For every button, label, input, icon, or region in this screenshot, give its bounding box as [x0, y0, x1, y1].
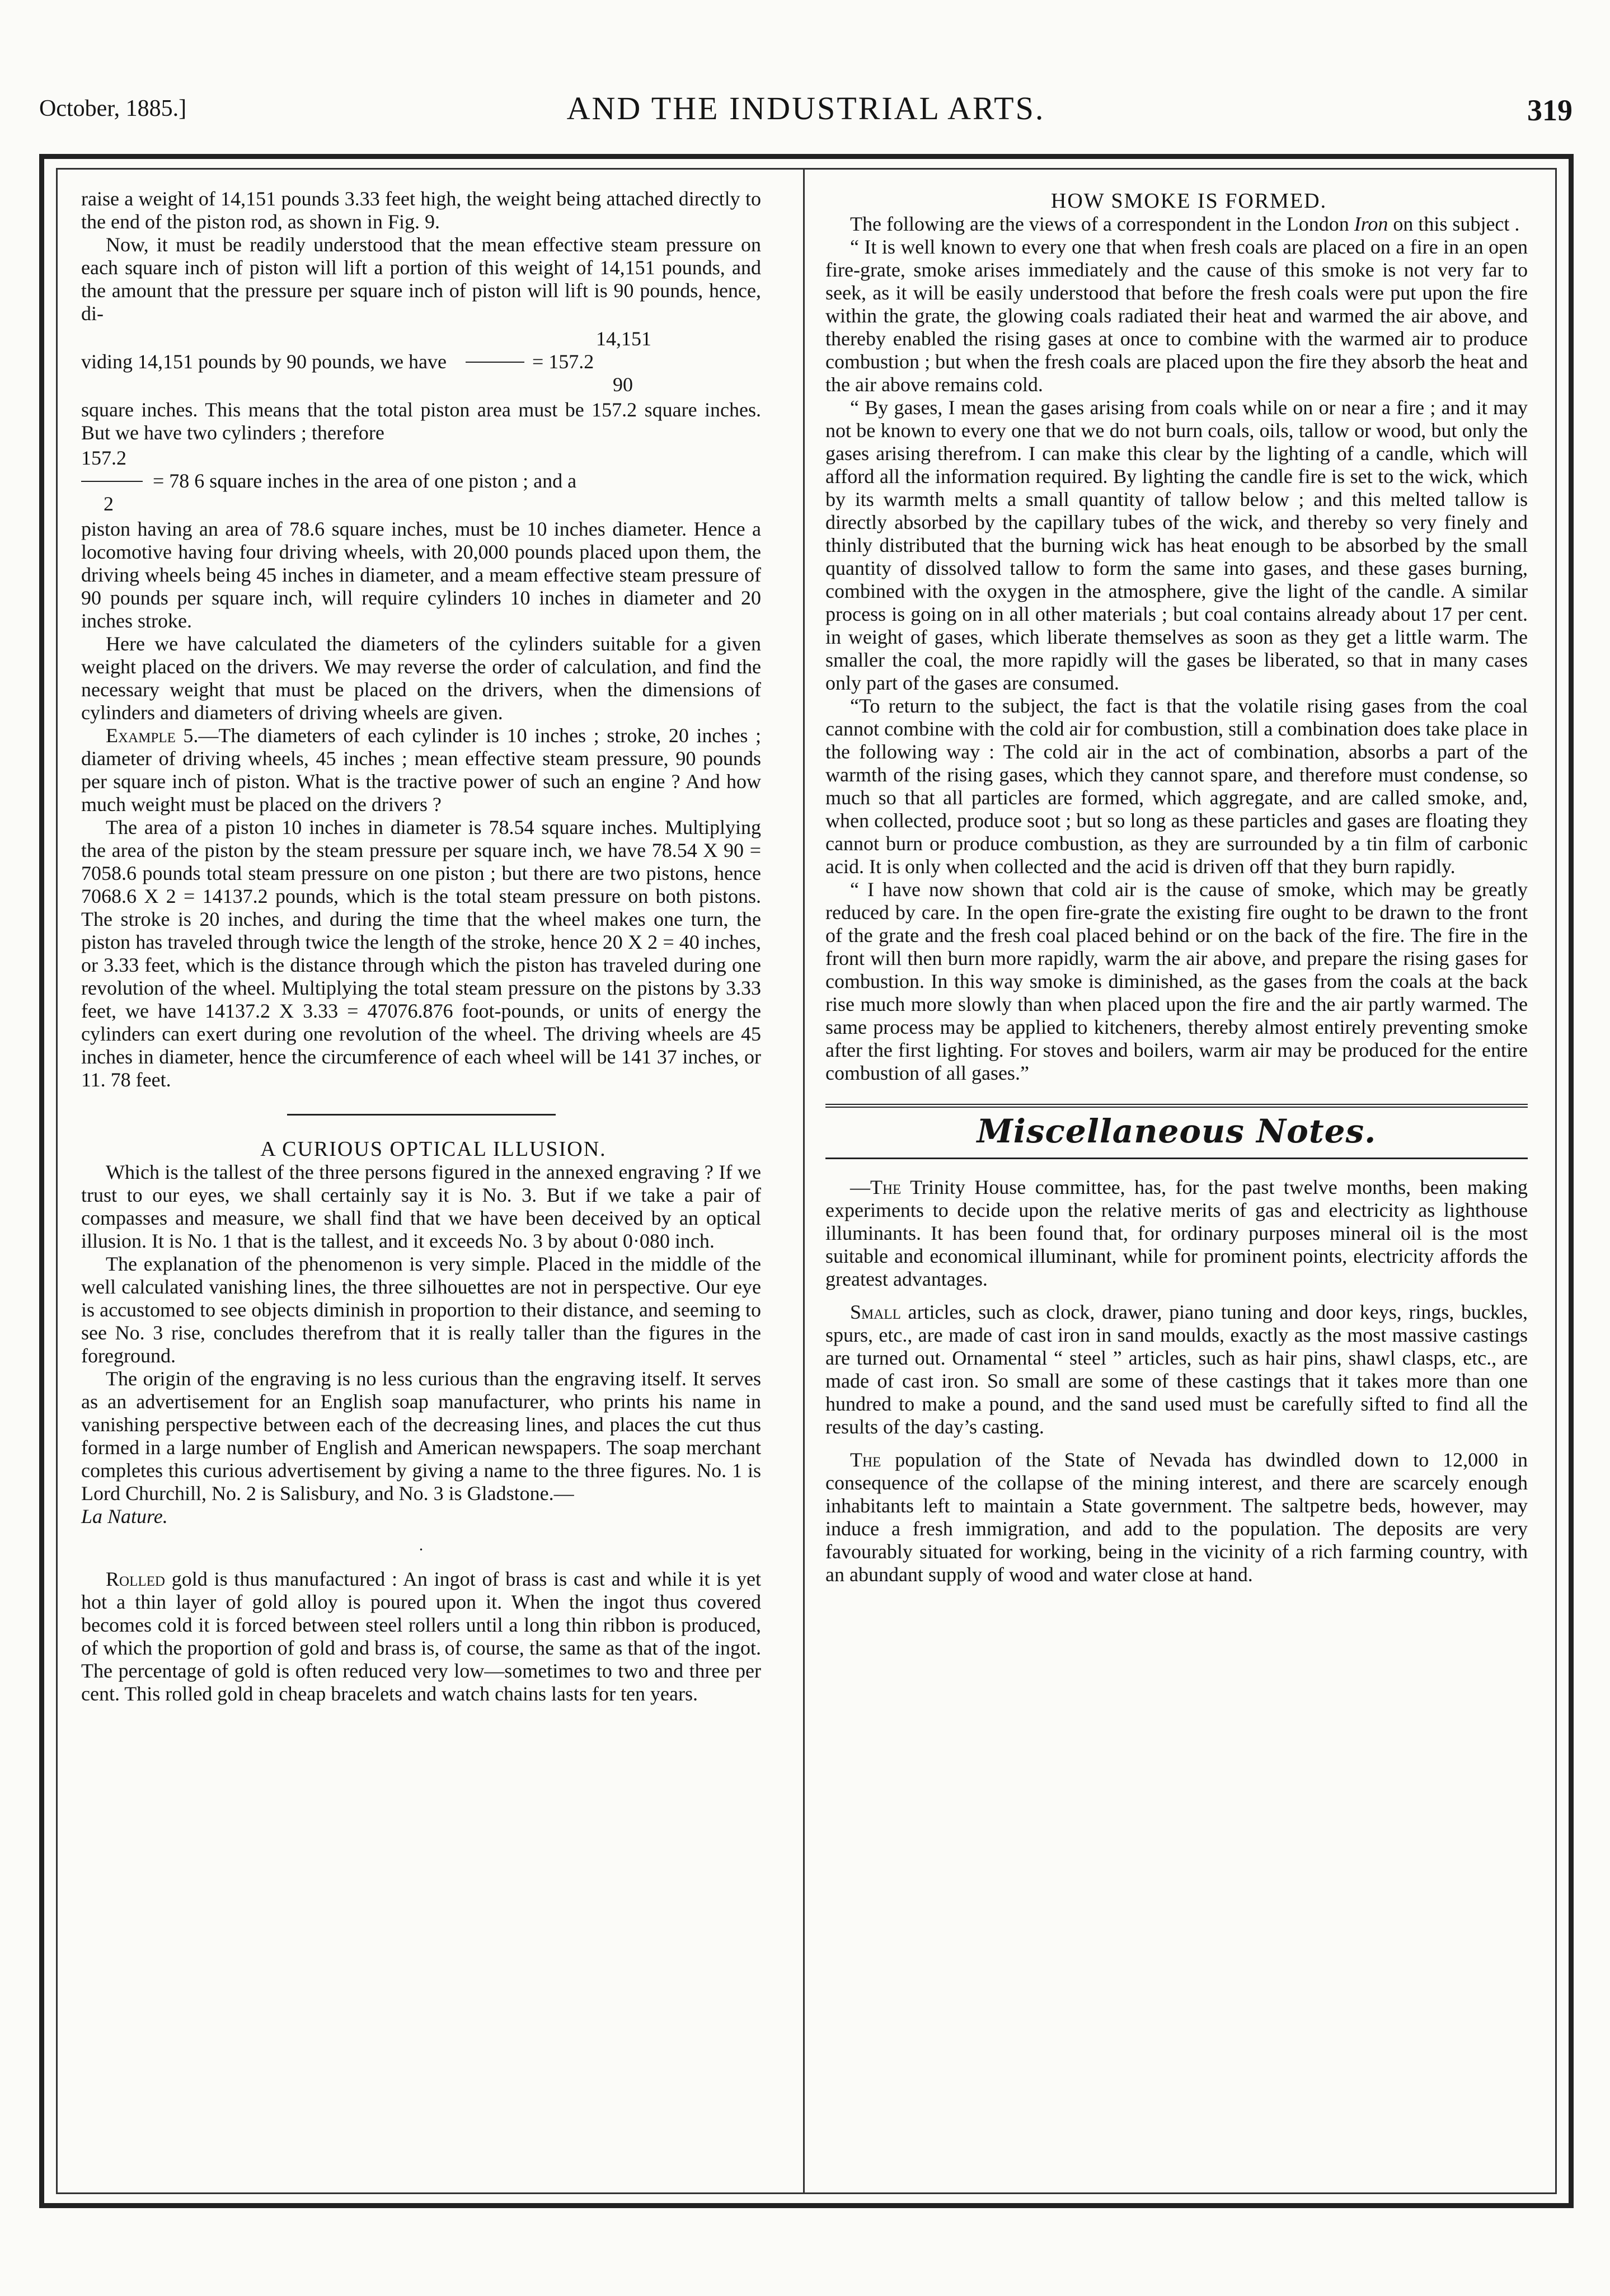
paragraph-text: articles, such as clock, drawer, piano tuning and door keys, rings, buckles, spurs, etc., are made of cast iron in sand moulds, exactly as the most massive castings are turned out. Ornamental “ steel ” articles, such as hair pins, shawl clasps, etc., are made of cast iron. So small are some of these castings that it takes more than one hundred to make a pound, and the sand used must be carefully sifted to find all the results of the day’s casting.: [825, 1301, 1528, 1438]
paragraph-text: population of the State of Nevada has dwindled down to 12,000 in consequence of the collapse of the mining interest, and there are scarcely enough inhabitants left to maintain a State government. The saltpetre beds, however, may induce a fresh immigration, and add to the population. The deposits are very favourably situated for working, being in the vicinity of a rich farming country, with an abundant supply of wood and water close at hand.: [825, 1449, 1528, 1586]
paragraph: square inches. This means that the total piston area must be 157.2 square inches. But we have two cylinders ; therefore: [81, 399, 761, 444]
section-banner: [825, 1104, 1528, 1159]
paragraph: The area of a piston 10 inches in diameter is 78.54 square inches. Multiplying the area of the piston by the steam pressure per square inch, we have 78.54 X 90 = 7058.6 pounds total steam pressure on one piston ; but there are two pistons, hence 7068.6 X 2 = 14137.2 pounds, which is the total steam pressure on both pistons. The stroke is 20 inches, and during the time that the wheel makes one turn, the piston has traveled through twice the length of the stroke, hence 20 X 2 = 40 inches, or 3.33 feet, which is the distance through which the piston has traveled during one revolution of the wheel. Multiplying the total steam pressure on the pistons by 3.33 feet, we have 14137.2 X 3.33 = 47076.876 foot-pounds, or units of energy the cylinders can exert during one revolution of the wheel. The driving wheels are 45 inches in diameter, hence the circumference of each wheel will be 141 37 inches, or 11. 78 feet.: [81, 816, 761, 1091]
fraction-bar: [81, 481, 143, 482]
run-in-lead: The: [850, 1449, 881, 1471]
source-name: Iron: [1354, 213, 1388, 235]
section-rule: [287, 1114, 556, 1116]
right-column: [825, 188, 1528, 1586]
paragraph: “ It is well known to every one that when fresh coals are placed on a fire in an open fire-grate, smoke arises immediately and the cause of this smoke is not very far to seek, as it will be easily understood that before the fresh coals were put upon the fire within the grate, the glowing coals radiated their heat and warmed the air above, and thereby enabled the rising gases at once to combine with the warmed air to produce combustion ; but when the fresh coals are placed upon the fire they absorb the heat and the air above remains cold.: [825, 236, 1528, 396]
paragraph: piston having an area of 78.6 square inches, must be 10 inches diameter. Hence a locomotive having four driving wheels, with 20,000 pounds placed upon them, the driving wheels being 45 inches in diameter, and a meam effective steam pressure of 90 pounds per square inch, will require cylinders 10 inches in diameter and 20 inches stroke.: [81, 518, 761, 632]
paragraph: Here we have calculated the diameters of the cylinders suitable for a given weight placed on the drivers. We may reverse the order of calculation, and find the necessary weight that must be placed on the drivers, when the dimensions of cylinders and diameters of driving wheels are given.: [81, 632, 761, 724]
separator-dot: ·: [418, 1540, 424, 1559]
equation-result: = 157.2: [532, 350, 594, 373]
fraction-bar: [466, 362, 524, 363]
run-in-lead: —The: [850, 1176, 902, 1198]
equation-numerator: 157.2: [81, 447, 126, 469]
issue-date: October, 1885.]: [39, 96, 187, 121]
page-number: 319: [1527, 93, 1573, 127]
equation-1: [81, 327, 761, 396]
equation-denominator: 90: [613, 373, 633, 396]
paragraph: The explanation of the phenomenon is very simple. Placed in the middle of the well calculated vanishing lines, the three silhouettes are not in perspective. Our eye is accustomed to see objects diminish in proportion to their distance, and seeming to see No. 3 rise, concludes therefrom that it is really taller than the figures in the foreground.: [81, 1253, 761, 1367]
paragraph-text: gold is thus manufactured : An ingot of brass is cast and while it is yet hot a thin layer of gold alloy is poured upon it. When the ingot thus covered becomes cold it is forced between steel rollers until a long thin ribbon is produced, of which the proportion of gold and brass is, of course, the same as that of the ingot. The percentage of gold is often reduced very low—sometimes to two and three per cent. This rolled gold in cheap bracelets and watch chains lasts for ten years.: [81, 1568, 761, 1705]
paragraph: [825, 1176, 1528, 1291]
paragraph: Now, it must be readily understood that the mean effective steam pressure on each square inch of piston will lift a portion of this weight of 14,151 pounds, and the amount that the pressure per square inch of piston will lift is 90 pounds, hence, di-: [81, 233, 761, 325]
section-heading: A CURIOUS OPTICAL ILLUSION.: [260, 1137, 607, 1161]
equation-2: [81, 447, 761, 516]
paragraph: raise a weight of 14,151 pounds 3.33 feet high, the weight being attached directly to the end of the piston rod, as shown in Fig. 9.: [81, 188, 761, 233]
paragraph: Which is the tallest of the three persons figured in the annexed engraving ? If we trust to our eyes, we shall certainly say it is No. 3. But if we take a pair of compasses and measure, we shall find that we have been deceived by an optical illusion. It is No. 1 that is the tallest, and it exceeds No. 3 by about 0·080 inch.: [81, 1161, 761, 1252]
run-in-lead: Example 5.: [106, 724, 199, 747]
paragraph: “ By gases, I mean the gases arising from coals while on or near a fire ; and it may not be known to every one that we do not burn coals, oils, tallow or wood, but only the gases arising therefrom. I can make this clear by the lighting of a candle, which will afford all the information required. By lighting the candle fire is set to the wick, which by its warmth melts a small quantity of tallow below ; and this melted tallow is directly absorbed by the capillary tubes of the wick, and thereby so very finely and thinly distributed that the burning wick has heat enough to be absorbed by the small quantity of dissolved tallow to form the same into gases, and these gases burning, combined with the oxygen in the atmosphere, give the light of the candle. A similar process is going on in all other materials ; but coal contains already about 17 per cent. in weight of gases, which liberate themselves as soon as they get a little warm. The smaller the coal, the more rapidly will the gases be liberated, so that in many cases only part of the gases are consumed.: [825, 396, 1528, 694]
paragraph: [825, 213, 1528, 236]
run-in-lead: Rolled: [106, 1568, 165, 1590]
paragraph: “To return to the subject, the fact is that the volatile rising gases from the coal cannot combine with the cold air for combustion, still a combination does take place in the following way : The cold air in the act of combination, absorbs a part of the warmth of the rising gases, which they cannot spare, and therefore must condense, so much so that all particles are formed, which aggregate, and are called smoke, and, when collected, produce soot ; but so long as these particles and gases are floating they cannot burn or produce combustion, as they are surrounded by a tin film of carbonic acid. It is only when collected and the acid is driven off that they burn rapidly.: [825, 695, 1528, 878]
column-divider: [803, 168, 805, 2194]
page-header: [39, 84, 1573, 146]
running-title: AND THE INDUSTRIAL ARTS.: [566, 90, 1045, 126]
section-heading: HOW SMOKE IS FORMED.: [1050, 189, 1327, 213]
equation-numerator: 14,151: [596, 327, 651, 350]
left-column: [81, 188, 761, 1705]
equation-denominator: 2: [104, 493, 114, 515]
section-title: Miscellaneous Notes.: [977, 1112, 1377, 1150]
paragraph-text: on this subject .: [1388, 213, 1520, 235]
paragraph-text: Trinity House committee, has, for the past twelve months, been making experiments to decide upon the relative merits of gas and electricity as lighthouse illuminants. It has been found that, for ordinary purposes mineral oil is the most suitable and economical illuminant, while for prominent points, electricity affords the greatest advantages.: [825, 1176, 1528, 1290]
paragraph: [825, 1301, 1528, 1438]
run-in-lead: Small: [850, 1301, 901, 1323]
source-credit: La Nature.: [81, 1505, 168, 1527]
paragraph: “ I have now shown that cold air is the cause of smoke, which may be greatly reduced by care. In the open fire-grate the existing fire ought to be drawn to the front of the grate and the fresh coal placed behind or on the back of the fire. The fire in the front will then burn more rapidly, warm the air above, and prepare the rising gases for combustion. In this way smoke is diminished, as the gases from the coals at the back rise much more slowly than when placed upon the fire and the air partly warmed. The same process may be applied to kitcheners, thereby almost entirely preventing smoke after the first lighting. For stoves and boilers, warm air may be produced for the entire combustion of all gases.”: [825, 878, 1528, 1084]
paragraph: [81, 724, 761, 816]
paragraph: [825, 1449, 1528, 1586]
paragraph-text: —The diameters of each cylinder is 10 inches ; stroke, 20 inches ; diameter of driving wheels, 45 inches ; mean effective steam pressure, 90 pounds per square inch of piston. What is the tractive power of such an engine ? And how much weight must be placed on the drivers ?: [81, 724, 761, 816]
equation-text: = 78 6 square inches in the area of one piston ; and a: [153, 470, 577, 492]
paragraph: [81, 1568, 761, 1705]
equation-lead: viding 14,151 pounds by 90 pounds, we have: [81, 350, 447, 373]
paragraph: The origin of the engraving is no less curious than the engraving itself. It serves as an advertisement for an English soap manufacturer, who prints his name in vanishing perspective between each of the decreasing lines, and places the cut thus formed in a large number of English and American newspapers. The soap merchant completes this curious advertisement by giving a name to the three figures. No. 1 is Lord Churchill, No. 2 is Salisbury, and No. 3 is Gladstone.—: [81, 1367, 761, 1505]
paragraph-text: The following are the views of a correspondent in the London: [850, 213, 1354, 235]
